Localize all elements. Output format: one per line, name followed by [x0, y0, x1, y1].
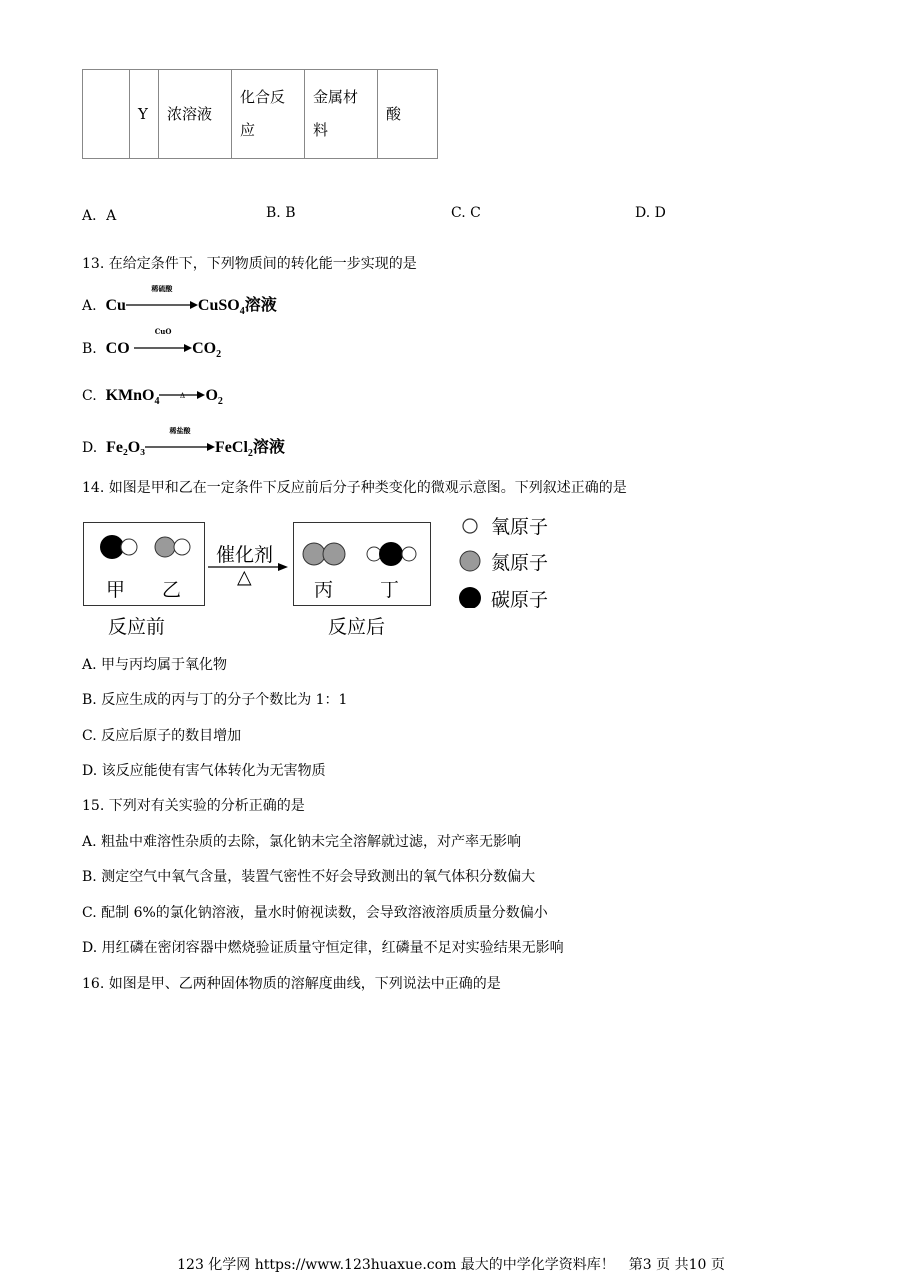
- product: FeCl$_2$溶液: [215, 439, 285, 460]
- reactant: KMnO$_4$: [105, 387, 160, 408]
- table-cell: 酸: [378, 70, 438, 159]
- q12-option-d: D. D: [635, 205, 666, 221]
- legend-nitrogen: 氮原子: [491, 552, 549, 574]
- carbon-legend-icon: [459, 587, 481, 608]
- after-box: [293, 522, 431, 606]
- table-cell: [83, 70, 130, 159]
- arrow-icon: [126, 300, 198, 310]
- oxygen-atom: [174, 539, 190, 555]
- option-label: A.: [82, 298, 97, 314]
- table-cell: 化合反应: [232, 70, 305, 159]
- product: CuSO$_4$溶液: [197, 297, 277, 318]
- reactant: Fe₂O₃: [106, 439, 146, 456]
- q15-option-d: D. 用红磷在密闭容器中燃烧验证质量守恒定律，红磷量不足对实验结果无影响: [82, 940, 564, 956]
- q15-option-a: A. 粗盐中难溶性杂质的去除，氯化钠未完全溶解就过滤，对产率无影响: [82, 834, 522, 850]
- reaction-arrow: [134, 327, 192, 357]
- arrow-condition: 稀盐酸: [169, 426, 191, 435]
- nitrogen-atom: [303, 543, 325, 565]
- legend-oxygen: 氧原子: [491, 516, 549, 538]
- reactant: CO: [105, 340, 130, 357]
- answer-table: [82, 69, 438, 159]
- q14-stem: 14. 如图是甲和乙在一定条件下反应前后分子种类变化的微观示意图。下列叙述正确的是: [82, 480, 627, 496]
- option-label: B.: [82, 341, 97, 357]
- oxygen-legend-icon: [463, 519, 477, 533]
- q16-stem: 16. 如图是甲、乙两种固体物质的溶解度曲线，下列说法中正确的是: [82, 976, 501, 992]
- arrow-icon: [145, 442, 215, 452]
- q14-option-b: B. 反应生成的丙与丁的分子个数比为 1：1: [82, 692, 348, 708]
- nitrogen-atom: [155, 537, 175, 557]
- legend-carbon: 碳原子: [491, 589, 549, 611]
- q12-option-c: C. C: [451, 205, 481, 221]
- label-jia: 甲: [106, 579, 126, 601]
- option-label: D.: [82, 440, 98, 456]
- label-ding: 丁: [380, 579, 400, 601]
- oxygen-atom: [367, 547, 381, 561]
- q13-option-c: [82, 387, 223, 407]
- q15-stem: 15. 下列对有关实验的分析正确的是: [82, 798, 305, 814]
- oxygen-atom: [121, 539, 137, 555]
- page-footer: 123 化学网 https://www.123huaxue.com 最大的中学化学资料库！ 第3 页 共10 页: [177, 1257, 725, 1273]
- q13-option-b: [82, 327, 222, 361]
- nitrogen-atom: [323, 543, 345, 565]
- table-row: [83, 70, 438, 159]
- heat-label: △: [237, 566, 252, 588]
- q15-option-b: B. 测定空气中氧气含量，装置气密性不好会导致测出的氧气体积分数偏大: [82, 869, 536, 885]
- catalyst-label: 催化剂: [216, 544, 274, 566]
- table-cell: Y: [130, 70, 159, 159]
- table-cell: 浓溶液: [159, 70, 232, 159]
- q13-option-a: [82, 284, 277, 318]
- reaction-arrow: [159, 388, 205, 404]
- before-box: [83, 522, 205, 606]
- q12-option-b: B. B: [266, 205, 296, 221]
- label-bing: 丙: [314, 579, 334, 601]
- after-caption: 反应后: [328, 616, 386, 638]
- label-yi: 乙: [162, 579, 182, 601]
- before-caption: 反应前: [108, 616, 166, 638]
- carbon-atom: [100, 535, 124, 559]
- legend-icons: [456, 512, 486, 608]
- reaction-arrow: [126, 284, 198, 314]
- arrow-icon: [134, 343, 192, 353]
- arrow-condition: Δ: [179, 392, 185, 400]
- product: $CO_2$: [192, 340, 222, 361]
- table-cell: 金属材料: [305, 70, 378, 159]
- reaction-arrow: [145, 426, 215, 456]
- product: $O_2$: [205, 387, 223, 408]
- nitrogen-legend-icon: [460, 551, 480, 571]
- q15-option-c: C. 配制 6%的氯化钠溶液，量水时俯视读数，会导致溶液溶质质量分数偏小: [82, 905, 548, 921]
- arrow-condition: 稀硫酸: [151, 284, 173, 293]
- arrow-condition: CuO: [154, 327, 172, 336]
- carbon-atom: [379, 542, 403, 566]
- option-label: C.: [82, 388, 97, 404]
- reactant: Cu: [105, 297, 126, 314]
- q14-option-a: A. 甲与丙均属于氧化物: [82, 657, 228, 673]
- q13-option-d: [82, 426, 285, 460]
- q12-option-a: A．A: [82, 208, 117, 224]
- oxygen-atom: [402, 547, 416, 561]
- q14-option-d: D. 该反应能使有害气体转化为无害物质: [82, 763, 326, 779]
- q13-stem: 13. 在给定条件下，下列物质间的转化能一步实现的是: [82, 256, 417, 272]
- q14-option-c: C. 反应后原子的数目增加: [82, 728, 242, 744]
- molecules-before: [84, 533, 204, 583]
